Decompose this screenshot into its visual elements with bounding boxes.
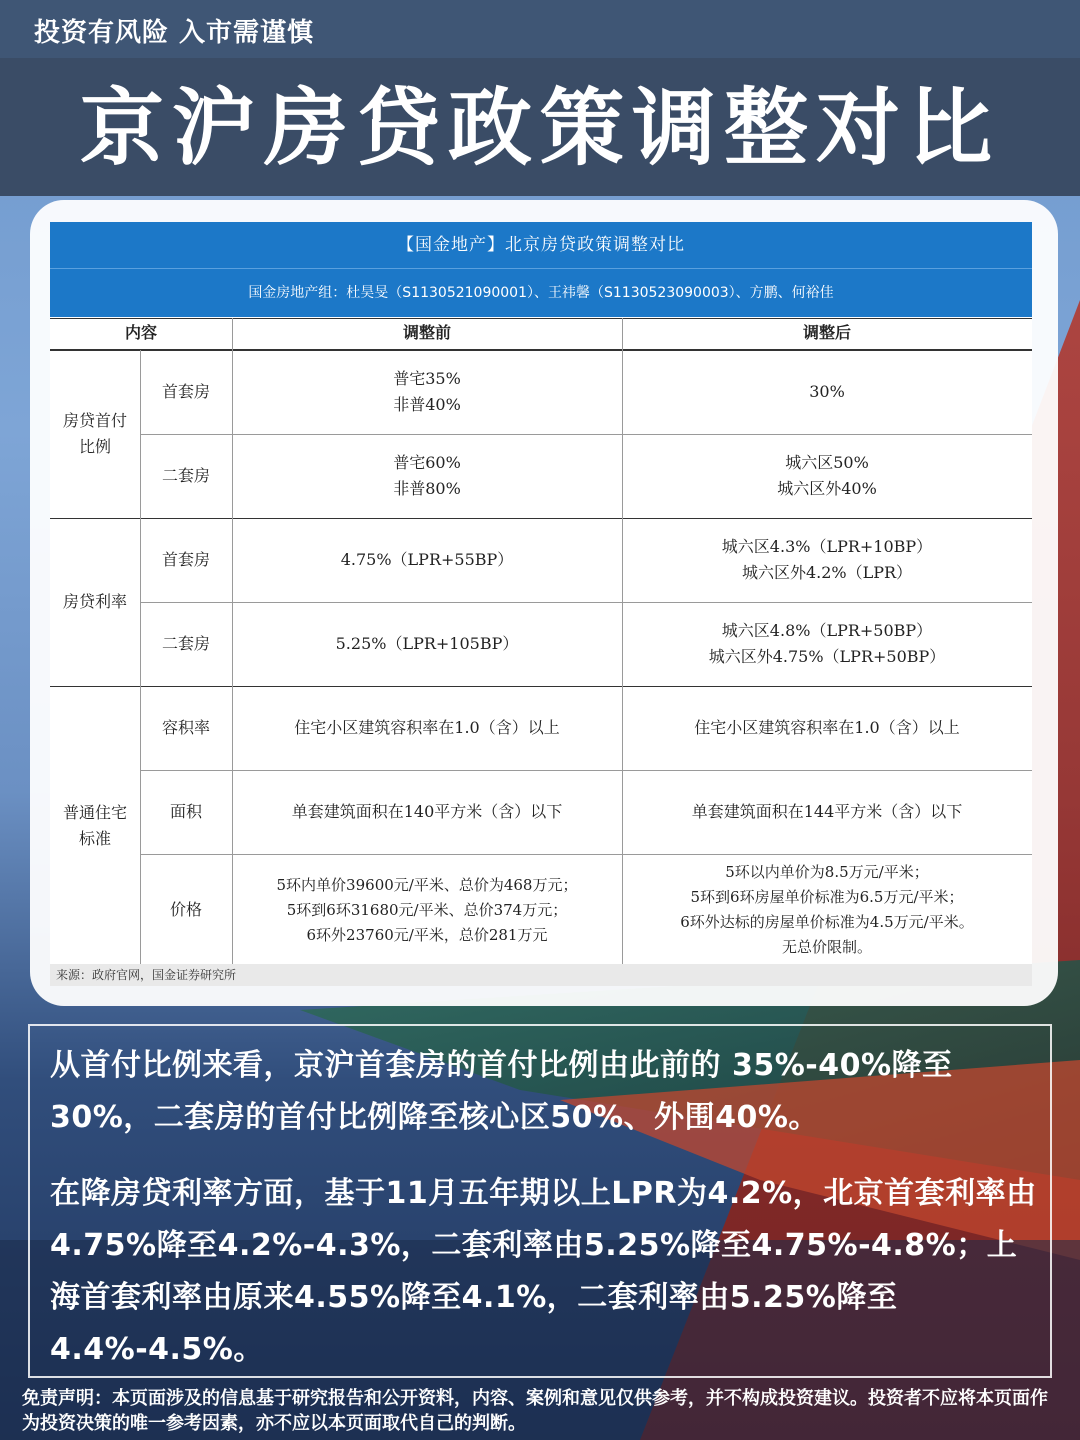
row-sub-label: 容积率 — [161, 718, 210, 737]
row-after-value: 单套建筑面积在144平方米（含）以下 — [691, 802, 963, 821]
table-rule — [50, 686, 1032, 687]
row-before-value: 住宅小区建筑容积率在1.0（含）以上 — [294, 718, 560, 737]
row-after-value: 5环以内单价为8.5万元/平米； 5环到6环房屋单价标准为6.5万元/平米； 6环外达标的房屋单价标准为4.5万元/平米。 无总价限制。 — [680, 863, 974, 956]
table-authors: 国金房地产组：杜昊旻（S1130521090001）、王祎馨（S1130523090003）、方鹏、何裕佳 — [50, 268, 1032, 317]
table-title: 【国金地产】北京房贷政策调整对比 — [50, 222, 1032, 268]
table-rule — [622, 318, 623, 966]
disclaimer-text: 免责声明：本页面涉及的信息基于研究报告和公开资料，内容、案例和意见仅供参考，并不构成投资建议。投资者不应将本页面作为投资决策的唯一参考因素，亦不应以本页面取代自己的判断。 — [22, 1388, 1048, 1434]
table-rule — [140, 770, 1032, 771]
column-header-before: 调整前 — [402, 323, 451, 342]
table-rule — [50, 518, 1032, 519]
group-label-standard-housing: 普通住宅 标准 — [62, 803, 127, 848]
row-sub-label: 首套房 — [161, 550, 210, 569]
table-rule — [50, 318, 1032, 319]
group-label-down-payment: 房贷首付 比例 — [62, 411, 127, 456]
row-before-value: 5环内单价39600元/平米、总价为468万元； 5环到6环31680元/平米、总价374万元； 6环外23760元/平米，总价281万元 — [276, 875, 578, 944]
page-title: 京沪房贷政策调整对比 — [79, 78, 1000, 177]
risk-warning-bar — [0, 0, 1080, 58]
row-after-value: 城六区50% 城六区外40% — [777, 453, 877, 498]
row-before-value: 单套建筑面积在140平方米（含）以下 — [291, 802, 563, 821]
row-before-value: 5.25%（LPR+105BP） — [335, 634, 519, 653]
row-after-value: 住宅小区建筑容积率在1.0（含）以上 — [694, 718, 960, 737]
row-before-value: 普宅35% 非普40% — [393, 369, 461, 414]
table-rule — [50, 349, 1032, 351]
column-header-content: 内容 — [124, 323, 157, 342]
table-card — [30, 200, 1058, 1006]
row-sub-label: 首套房 — [161, 382, 210, 401]
table-rule — [232, 318, 233, 966]
row-after-value: 城六区4.8%（LPR+50BP） 城六区外4.75%（LPR+50BP） — [708, 621, 946, 666]
row-after-value: 城六区4.3%（LPR+10BP） 城六区外4.2%（LPR） — [721, 537, 933, 582]
summary-box — [28, 1024, 1052, 1378]
table-rule — [140, 350, 141, 966]
policy-comparison-table — [50, 222, 1032, 984]
row-before-value: 普宅60% 非普80% — [393, 453, 461, 498]
table-rule — [140, 854, 1032, 855]
row-sub-label: 二套房 — [161, 634, 210, 653]
table-rule — [140, 602, 1032, 603]
row-sub-label: 价格 — [169, 900, 202, 919]
table-rule — [140, 434, 1032, 435]
group-label-interest-rate: 房贷利率 — [62, 592, 127, 611]
row-after-value: 30% — [809, 382, 845, 401]
row-sub-label: 面积 — [169, 802, 202, 821]
title-banner — [0, 58, 1080, 196]
table-source-note: 来源：政府官网，国金证券研究所 — [50, 964, 1032, 986]
row-sub-label: 二套房 — [161, 466, 210, 485]
row-before-value: 4.75%（LPR+55BP） — [340, 550, 514, 569]
summary-paragraph-down-payment: 从首付比例来看，京沪首套房的首付比例由此前的 35%-40%降至30%，二套房的首付比例降至核心区50%、外围40%。 — [50, 1048, 953, 1135]
summary-paragraph-interest-rate: 在降房贷利率方面，基于11月五年期以上LPR为4.2%，北京首套利率由4.75%降至4.2%-4.3%，二套利率由5.25%降至4.75%-4.8%；上海首套利率由原来4.55%降至4.1%，二套利率由5.25%降至4.4%-4.5%。 — [50, 1176, 1037, 1367]
risk-warning-text: 投资有风险 入市需谨慎 — [34, 18, 315, 48]
column-header-after: 调整后 — [802, 323, 851, 342]
